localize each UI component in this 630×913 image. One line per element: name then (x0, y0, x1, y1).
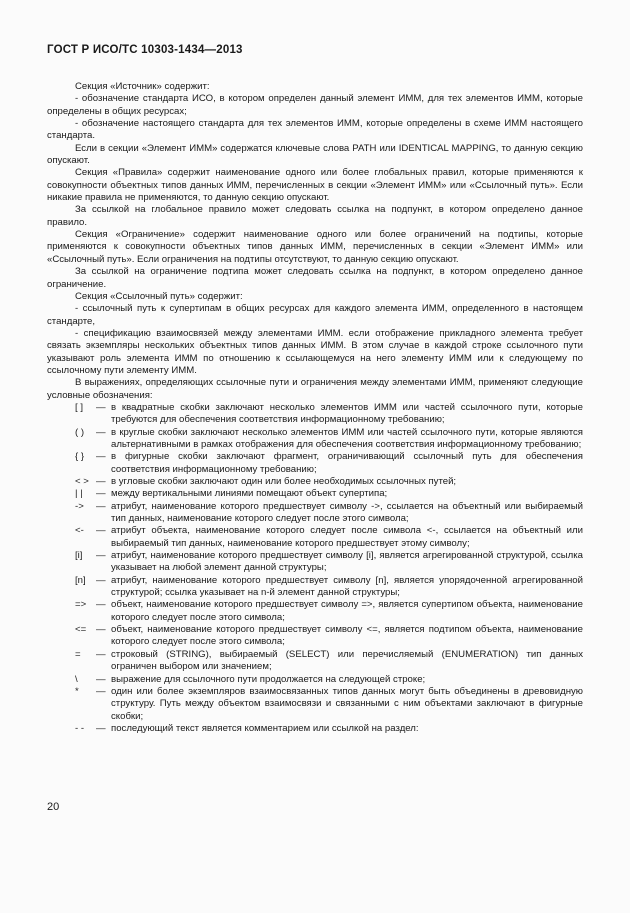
notation-text: атрибут объекта, наименование которого следует после символа <-, ссылается на объектный или выбираемый тип данных, наименование которого предшествует этому символу; (111, 525, 583, 549)
paragraph: Секция «Источник» содержит: (75, 81, 210, 92)
notation-dash: — (96, 599, 106, 611)
notation-dash: — (96, 488, 106, 500)
notation-text: объект, наименование которого предшествует символу =>, является супертипом объекта, наименование которого следует после этого символа; (111, 599, 583, 623)
paragraph: - обозначение настоящего стандарта для тех элементов ИММ, которые определены в схеме ИММ настоящего стандарта. (47, 118, 583, 142)
notation-symbol: <= (75, 624, 87, 636)
notation-item (47, 451, 583, 476)
notation-text: в угловые скобки заключают один или более необходимых ссылочных путей; (111, 476, 457, 487)
notation-item (47, 402, 583, 427)
notation-item (47, 686, 583, 723)
notation-text: выражение для ссылочного пути продолжается на следующей строке; (111, 673, 426, 685)
notation-dash: — (96, 500, 106, 512)
notation-item (47, 674, 583, 686)
document-body (47, 81, 583, 735)
notation-item (47, 550, 583, 575)
notation-text: строковый (STRING), выбираемый (SELECT) или перечисляемый (ENUMERATION) тип данных ограничен выбором или значением; (111, 648, 583, 673)
paragraph: - спецификацию взаимосвязей между элементами ИММ. если отображение прикладного элемента требует связать экземпляры нескольких объектных типов данных ИММ. В этом случае в каждой строке ссылочного пути указывают роль элемента ИММ по отношению к ссылающемуся на него элементу ИММ или к следующему по ссылочному пути элементу ИММ. (47, 327, 583, 376)
notation-item (47, 488, 583, 500)
notation-dash: — (96, 525, 106, 537)
notation-dash: — (96, 624, 106, 636)
notation-symbol: | | (75, 488, 83, 500)
notation-symbol: \ (75, 673, 78, 685)
notation-item (47, 525, 583, 550)
notation-dash: — (96, 574, 106, 586)
notation-item (47, 723, 583, 735)
notation-item (47, 501, 583, 526)
notation-item (47, 624, 583, 649)
notation-symbol: - - (75, 722, 85, 734)
page-number: 20 (47, 801, 60, 813)
notation-text: в квадратные скобки заключают несколько элементов ИММ или частей ссылочного пути, которые требуются для обеспечения соответствия информационному требованию; (111, 401, 583, 426)
notation-text: один или более экземпляров взаимосвязанных типов данных могут быть объединены в древовидную структуру. Путь между объектом взаимосвязи и связанными с ним объектами заключают в фигурные скобки; (111, 685, 583, 722)
notation-text: атрибут, наименование которого предшествует символу ->, ссылается на объектный или выбираемый тип данных, наименование которого следует после этого символа; (111, 500, 583, 525)
notation-text: объект, наименование которого предшествует символу <=, является подтипом объекта, наименование которого следует после этого символа; (111, 624, 583, 648)
notation-text: атрибут, наименование которого предшествует символу [i], является агрегированной структурой, ссылка указывает на любой элемент данной структуры; (111, 550, 583, 574)
paragraph: Секция «Ограничение» содержит наименование одного или более ограничений на подтипы, которые применяются к совокупности объектных типов данных ИММ, перечисленных в секции «Элемент ИММ» или «Ссылочный путь». Если ограничения на подтипы отсутствуют, то данную секцию опускают. (47, 229, 583, 265)
notation-item (47, 575, 583, 600)
paragraph: - ссылочный путь к супертипам в общих ресурсах для каждого элемента ИММ, определенного в настоящем стандарте, (47, 303, 583, 327)
notation-text: в фигурные скобки заключают фрагмент, ограничивающий ссылочный путь для обеспечения соответствия информационному требованию; (111, 451, 583, 475)
notation-dash: — (96, 648, 106, 660)
document-header: ГОСТ Р ИСО/ТС 10303-1434—2013 (47, 44, 243, 56)
notation-symbol: = (75, 648, 81, 660)
paragraph: Секция «Ссылочный путь» содержит: (75, 290, 243, 302)
notation-dash: — (96, 673, 106, 685)
notation-symbol: => (75, 599, 87, 611)
notation-item (47, 599, 583, 624)
notation-dash: — (96, 685, 106, 697)
notation-list (47, 402, 583, 735)
notation-dash: — (96, 451, 106, 463)
notation-symbol: ( ) (75, 426, 85, 438)
notation-item (47, 649, 583, 674)
notation-symbol: -> (75, 500, 84, 512)
notation-symbol: <- (75, 525, 84, 537)
notation-item (47, 476, 583, 488)
notation-dash: — (96, 401, 106, 413)
notation-text: между вертикальными линиями помещают объект супертипа; (111, 488, 388, 500)
notation-text: последующий текст является комментарием или ссылкой на раздел: (111, 722, 419, 734)
notation-symbol: * (75, 685, 79, 697)
notation-dash: — (96, 722, 106, 734)
notation-symbol: [i] (75, 550, 83, 562)
notation-symbol: [ ] (75, 401, 83, 413)
notation-text: атрибут, наименование которого предшествует символу [n], является упорядоченной агрегированной структурой; ссылка указывает на n-й элемент данной структуры; (111, 574, 583, 599)
paragraph: Если в секции «Элемент ИММ» содержатся ключевые слова PATH или IDENTICAL MAPPING, то данную секцию опускают. (47, 142, 583, 167)
paragraph: За ссылкой на глобальное правило может следовать ссылка на подпункт, в котором определено данное правило. (47, 204, 583, 228)
notation-text: в круглые скобки заключают несколько элементов ИММ или частей ссылочного пути, которые являются альтернативными в рамках отображения для обеспечения соответствия информационному требованию; (111, 426, 583, 450)
notation-item (47, 427, 583, 452)
notation-dash: — (96, 550, 106, 562)
notation-symbol: [n] (75, 574, 86, 586)
paragraph: В выражениях, определяющих ссылочные пути и ограничения между элементами ИММ, применяют следующие условные обозначения: (47, 377, 583, 401)
notation-symbol: < > (75, 476, 89, 487)
notation-symbol: { } (75, 451, 85, 463)
paragraph: За ссылкой на ограничение подтипа может следовать ссылка на подпункт, в котором определено данное ограничение. (47, 266, 583, 290)
paragraph: Секция «Правила» содержит наименование одного или более глобальных правил, которые применяются к совокупности объектных типов данных ИММ, перечисленных в секции «Элемент ИММ» или «Ссылочный путь». Если никакие правила не применяются, то данную секцию опускают. (47, 167, 583, 204)
notation-dash: — (96, 476, 106, 487)
notation-dash: — (96, 426, 106, 438)
paragraph: - обозначение стандарта ИСО, в котором определен данный элемент ИММ, для тех элементов ИММ, которые определены в общих ресурсах; (47, 93, 583, 117)
